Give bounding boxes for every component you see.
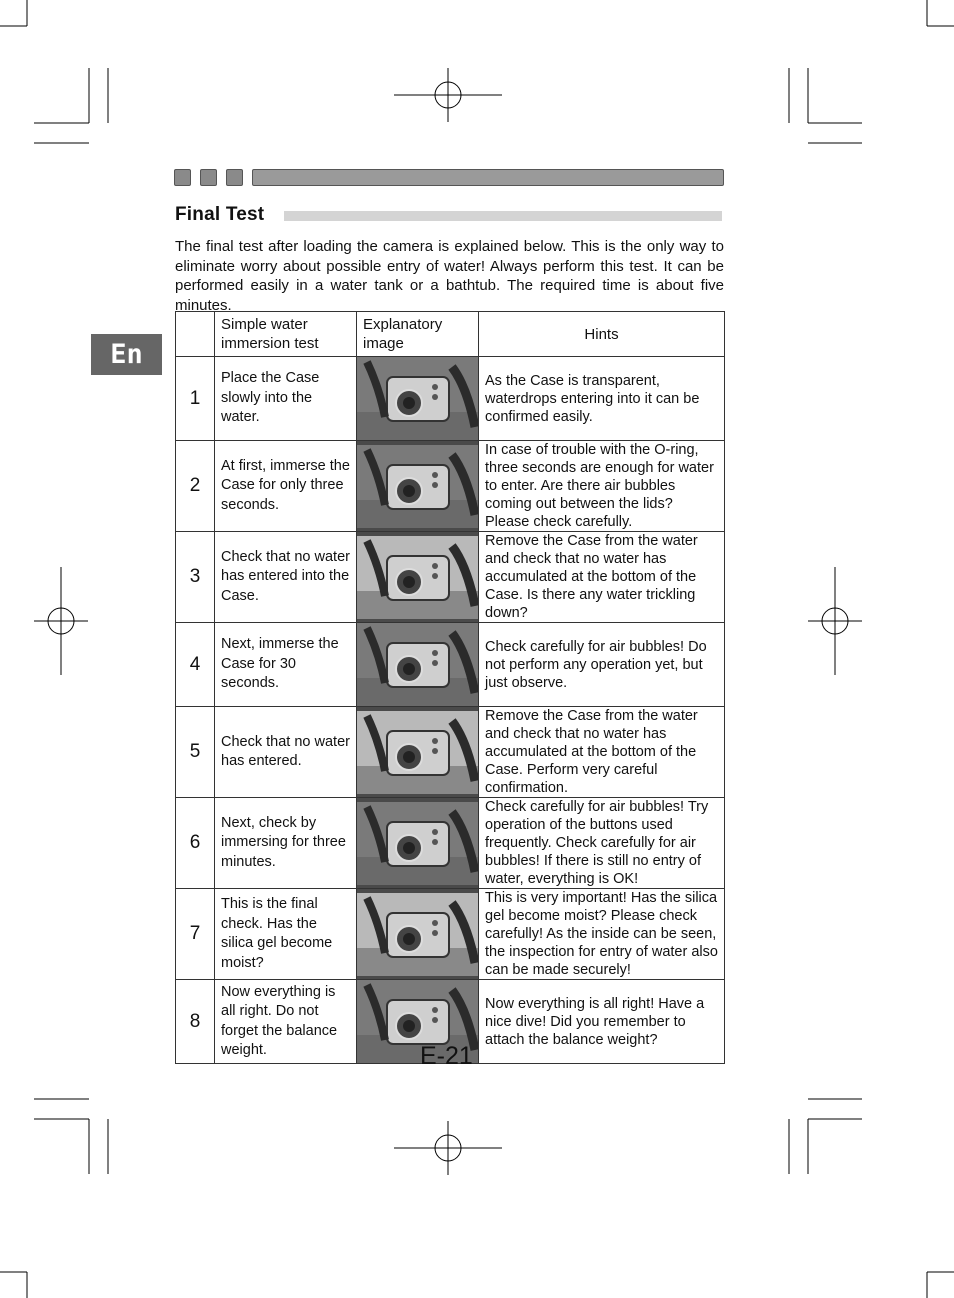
step-photo	[357, 889, 479, 980]
final-test-table	[175, 311, 725, 1064]
step-photo	[357, 532, 479, 623]
table-row	[176, 357, 725, 441]
step-hint: Now everything is all right! Have a nice dive! Did you remember to attach the balance weight?	[479, 980, 725, 1064]
step-procedure: Check that no water has entered into the Case.	[215, 532, 357, 623]
step-number: 5	[176, 707, 215, 798]
step-number: 6	[176, 798, 215, 889]
header-image: Explanatory image	[357, 312, 479, 357]
section-title: Final Test	[175, 204, 265, 225]
table-header-row	[176, 312, 725, 357]
step-procedure: Now everything is all right. Do not forget the balance weight.	[215, 980, 357, 1064]
step-hint: Remove the Case from the water and check that no water has accumulated at the bottom of the Case. Is there any water trickling down?	[479, 532, 725, 623]
step-number: 4	[176, 623, 215, 707]
header-procedure: Simple water immersion test	[215, 312, 357, 357]
step-number: 8	[176, 980, 215, 1064]
table-row	[176, 623, 725, 707]
table-row	[176, 441, 725, 532]
step-hint: In case of trouble with the O-ring, three seconds are enough for water to enter. Are there air bubbles coming out between the lids? Please check carefully.	[479, 441, 725, 532]
intro-paragraph: The final test after loading the camera is explained below. This is the only way to eliminate worry about possible entry of water! Always perform this test. It can be performed easily in a water tank or a bathtub. The required time is about five minutes.	[175, 238, 724, 314]
step-number: 1	[176, 357, 215, 441]
step-number: 2	[176, 441, 215, 532]
header-decoration	[174, 169, 724, 186]
step-photo	[357, 441, 479, 532]
step-procedure: At first, immerse the Case for only three seconds.	[215, 441, 357, 532]
step-procedure: Place the Case slowly into the water.	[215, 357, 357, 441]
step-procedure: This is the final check. Has the silica gel become moist?	[215, 889, 357, 980]
step-photo	[357, 357, 479, 441]
step-procedure: Check that no water has entered.	[215, 707, 357, 798]
step-hint: As the Case is transparent, waterdrops entering into it can be confirmed easily.	[479, 357, 725, 441]
header-hints: Hints	[479, 312, 725, 357]
title-rule	[284, 211, 722, 221]
header-square	[174, 169, 191, 186]
step-procedure: Next, check by immersing for three minutes.	[215, 798, 357, 889]
step-photo	[357, 798, 479, 889]
step-procedure: Next, immerse the Case for 30 seconds.	[215, 623, 357, 707]
table-row	[176, 532, 725, 623]
header-square	[226, 169, 243, 186]
step-number: 7	[176, 889, 215, 980]
step-hint: Check carefully for air bubbles! Do not perform any operation yet, but just observe.	[479, 623, 725, 707]
step-hint: Check carefully for air bubbles! Try operation of the buttons used frequently. Check carefully for air bubbles! If there is still no entry of water, everything is OK!	[479, 798, 725, 889]
step-hint: Remove the Case from the water and check that no water has accumulated at the bottom of the Case. Perform very careful confirmation.	[479, 707, 725, 798]
page-number: E-21	[420, 1042, 473, 1070]
table-row	[176, 889, 725, 980]
header-square	[200, 169, 217, 186]
header-number	[176, 312, 215, 357]
header-long-bar	[252, 169, 724, 186]
step-hint: This is very important! Has the silica gel become moist? Please check carefully! As the inside can be seen, the inspection for entry of water also can be made securely!	[479, 889, 725, 980]
step-number: 3	[176, 532, 215, 623]
table-row	[176, 707, 725, 798]
step-photo	[357, 623, 479, 707]
table-row	[176, 798, 725, 889]
step-photo	[357, 707, 479, 798]
language-tab: En	[91, 334, 162, 375]
